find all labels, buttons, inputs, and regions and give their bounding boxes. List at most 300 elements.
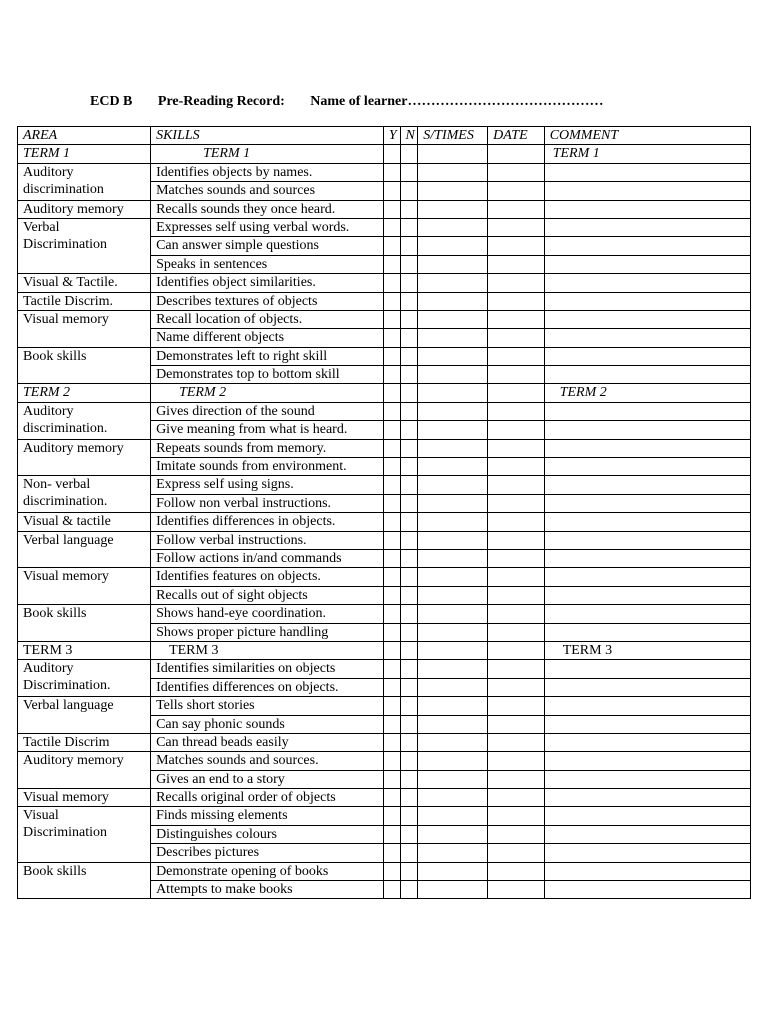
comment-cell[interactable]	[544, 862, 750, 880]
n-cell[interactable]	[400, 494, 418, 512]
n-cell[interactable]	[400, 347, 418, 365]
table-row	[18, 807, 751, 825]
comment-cell[interactable]	[544, 182, 750, 200]
n-cell[interactable]	[400, 862, 418, 880]
area-cell: Book skills	[18, 862, 151, 899]
comment-cell[interactable]	[544, 255, 750, 273]
skill-cell: Attempts to make books	[151, 881, 384, 899]
column-header-date: DATE	[488, 127, 545, 145]
n-cell[interactable]	[400, 274, 418, 292]
comment-cell[interactable]	[544, 881, 750, 899]
y-cell	[383, 641, 400, 659]
skill-cell: Can answer simple questions	[151, 237, 384, 255]
sometimes-cell[interactable]	[418, 237, 488, 255]
skill-cell: Follow actions in/and commands	[151, 549, 384, 567]
column-header-sometimes: S/TIMES	[418, 127, 488, 145]
n-cell[interactable]	[400, 182, 418, 200]
y-cell[interactable]	[383, 218, 400, 236]
comment-cell[interactable]	[544, 807, 750, 825]
y-cell[interactable]	[383, 163, 400, 181]
n-cell	[400, 145, 418, 163]
y-cell[interactable]	[383, 568, 400, 586]
sometimes-cell[interactable]	[418, 182, 488, 200]
comment-cell[interactable]	[544, 549, 750, 567]
sometimes-cell[interactable]	[418, 697, 488, 715]
comment-cell[interactable]	[544, 292, 750, 310]
n-cell[interactable]	[400, 752, 418, 770]
skill-cell: Describes pictures	[151, 844, 384, 862]
table-row	[18, 402, 751, 420]
y-cell[interactable]	[383, 605, 400, 623]
date-cell[interactable]	[488, 310, 545, 328]
comment-cell[interactable]	[544, 218, 750, 236]
n-cell[interactable]	[400, 568, 418, 586]
area-cell: Auditory memory	[18, 439, 151, 476]
comment-cell[interactable]	[544, 733, 750, 751]
term-area-label: TERM 3	[18, 641, 151, 659]
table-row	[18, 605, 751, 623]
n-cell[interactable]	[400, 770, 418, 788]
n-cell[interactable]	[400, 421, 418, 439]
y-cell[interactable]	[383, 366, 400, 384]
comment-cell[interactable]	[544, 678, 750, 696]
date-cell[interactable]	[488, 605, 545, 623]
table-row	[18, 218, 751, 236]
comment-cell[interactable]	[544, 421, 750, 439]
y-cell[interactable]	[383, 623, 400, 641]
y-cell[interactable]	[383, 881, 400, 899]
table-row	[18, 439, 751, 457]
sometimes-cell[interactable]	[418, 789, 488, 807]
skill-cell: Recall location of objects.	[151, 310, 384, 328]
n-cell[interactable]	[400, 310, 418, 328]
skill-cell: Identifies similarities on objects	[151, 660, 384, 678]
y-cell[interactable]	[383, 752, 400, 770]
comment-cell[interactable]	[544, 531, 750, 549]
comment-cell[interactable]	[544, 752, 750, 770]
y-cell[interactable]	[383, 770, 400, 788]
date-cell[interactable]	[488, 255, 545, 273]
date-cell[interactable]	[488, 568, 545, 586]
sometimes-cell[interactable]	[418, 347, 488, 365]
sometimes-cell[interactable]	[418, 770, 488, 788]
skill-cell: Recalls out of sight objects	[151, 586, 384, 604]
term-row	[18, 641, 751, 659]
date-cell[interactable]	[488, 586, 545, 604]
date-cell[interactable]	[488, 366, 545, 384]
column-header-skills: SKILLS	[151, 127, 384, 145]
sometimes-cell[interactable]	[418, 494, 488, 512]
date-cell	[488, 641, 545, 659]
date-cell[interactable]	[488, 660, 545, 678]
record-title: Pre-Reading Record:	[157, 94, 285, 109]
y-cell[interactable]	[383, 439, 400, 457]
table-row	[18, 163, 751, 181]
table-row	[18, 292, 751, 310]
sometimes-cell[interactable]	[418, 458, 488, 476]
date-cell[interactable]	[488, 421, 545, 439]
sometimes-cell	[418, 145, 488, 163]
table-row	[18, 568, 751, 586]
sometimes-cell[interactable]	[418, 200, 488, 218]
y-cell[interactable]	[383, 715, 400, 733]
table-row	[18, 862, 751, 880]
comment-cell[interactable]	[544, 329, 750, 347]
sometimes-cell[interactable]	[418, 881, 488, 899]
skill-cell: Describes textures of objects	[151, 292, 384, 310]
column-header-comment: COMMENT	[544, 127, 750, 145]
n-cell[interactable]	[400, 458, 418, 476]
table-row	[18, 200, 751, 218]
sometimes-cell[interactable]	[418, 292, 488, 310]
skill-cell: Follow non verbal instructions.	[151, 494, 384, 512]
skill-cell: Gives direction of the sound	[151, 402, 384, 420]
y-cell[interactable]	[383, 531, 400, 549]
sometimes-cell[interactable]	[418, 568, 488, 586]
comment-cell[interactable]	[544, 163, 750, 181]
date-cell[interactable]	[488, 218, 545, 236]
sometimes-cell[interactable]	[418, 218, 488, 236]
comment-cell[interactable]	[544, 494, 750, 512]
y-cell[interactable]	[383, 292, 400, 310]
n-cell[interactable]	[400, 163, 418, 181]
skill-cell: Can say phonic sounds	[151, 715, 384, 733]
y-cell[interactable]	[383, 237, 400, 255]
skill-cell: Express self using signs.	[151, 476, 384, 494]
y-cell[interactable]	[383, 549, 400, 567]
table-row	[18, 476, 751, 494]
table-header-row	[18, 127, 751, 145]
y-cell	[383, 384, 400, 402]
area-cell: Verbal language	[18, 531, 151, 568]
date-cell[interactable]	[488, 200, 545, 218]
n-cell[interactable]	[400, 623, 418, 641]
date-cell[interactable]	[488, 513, 545, 531]
area-cell: Visual memory	[18, 789, 151, 807]
skill-cell: Shows proper picture handling	[151, 623, 384, 641]
y-cell[interactable]	[383, 697, 400, 715]
area-cell: Visual memory	[18, 568, 151, 605]
n-cell[interactable]	[400, 605, 418, 623]
n-cell[interactable]	[400, 678, 418, 696]
comment-cell[interactable]	[544, 770, 750, 788]
n-cell[interactable]	[400, 513, 418, 531]
area-cell: Verbal language	[18, 697, 151, 734]
date-cell[interactable]	[488, 549, 545, 567]
date-cell[interactable]	[488, 678, 545, 696]
sometimes-cell[interactable]	[418, 531, 488, 549]
pre-reading-record-table	[17, 126, 751, 899]
date-cell[interactable]	[488, 163, 545, 181]
area-cell: Auditory discrimination	[18, 163, 151, 200]
y-cell[interactable]	[383, 844, 400, 862]
skill-cell: Recalls original order of objects	[151, 789, 384, 807]
sometimes-cell[interactable]	[418, 715, 488, 733]
y-cell[interactable]	[383, 200, 400, 218]
skill-cell: Follow verbal instructions.	[151, 531, 384, 549]
sometimes-cell[interactable]	[418, 586, 488, 604]
comment-cell[interactable]	[544, 310, 750, 328]
sometimes-cell[interactable]	[418, 329, 488, 347]
comment-cell[interactable]	[544, 347, 750, 365]
term-row	[18, 145, 751, 163]
date-cell	[488, 145, 545, 163]
table-row	[18, 733, 751, 751]
n-cell[interactable]	[400, 292, 418, 310]
y-cell[interactable]	[383, 807, 400, 825]
skill-cell: Can thread beads easily	[151, 733, 384, 751]
y-cell[interactable]	[383, 494, 400, 512]
y-cell[interactable]	[383, 347, 400, 365]
n-cell[interactable]	[400, 200, 418, 218]
comment-cell[interactable]	[544, 274, 750, 292]
sometimes-cell[interactable]	[418, 807, 488, 825]
date-cell[interactable]	[488, 476, 545, 494]
comment-cell[interactable]	[544, 844, 750, 862]
skill-cell: Identifies differences in objects.	[151, 513, 384, 531]
table-row	[18, 274, 751, 292]
comment-cell[interactable]	[544, 568, 750, 586]
sometimes-cell	[418, 384, 488, 402]
n-cell[interactable]	[400, 881, 418, 899]
sometimes-cell[interactable]	[418, 825, 488, 843]
sometimes-cell[interactable]	[418, 862, 488, 880]
y-cell[interactable]	[383, 586, 400, 604]
y-cell[interactable]	[383, 825, 400, 843]
date-cell[interactable]	[488, 494, 545, 512]
date-cell[interactable]	[488, 807, 545, 825]
n-cell	[400, 641, 418, 659]
term-skill-label: TERM 3	[151, 641, 384, 659]
area-cell: Auditory Discrimination.	[18, 660, 151, 697]
n-cell[interactable]	[400, 439, 418, 457]
n-cell[interactable]	[400, 715, 418, 733]
area-cell: Non- verbal discrimination.	[18, 476, 151, 513]
date-cell[interactable]	[488, 825, 545, 843]
table-row	[18, 310, 751, 328]
n-cell[interactable]	[400, 237, 418, 255]
y-cell[interactable]	[383, 862, 400, 880]
term-area-label: TERM 2	[18, 384, 151, 402]
date-cell[interactable]	[488, 439, 545, 457]
learner-name-field: Name of learner……………………………………	[310, 94, 604, 109]
n-cell[interactable]	[400, 531, 418, 549]
date-cell	[488, 384, 545, 402]
comment-cell[interactable]	[544, 715, 750, 733]
n-cell[interactable]	[400, 476, 418, 494]
term-area-label: TERM 1	[18, 145, 151, 163]
comment-cell[interactable]	[544, 402, 750, 420]
n-cell[interactable]	[400, 807, 418, 825]
skill-cell: Identifies objects by names.	[151, 163, 384, 181]
skill-cell: Demonstrate opening of books	[151, 862, 384, 880]
n-cell[interactable]	[400, 660, 418, 678]
area-cell: Book skills	[18, 605, 151, 642]
date-cell[interactable]	[488, 182, 545, 200]
date-cell[interactable]	[488, 329, 545, 347]
term-skill-label: TERM 1	[151, 145, 384, 163]
comment-cell[interactable]	[544, 660, 750, 678]
skill-cell: Tells short stories	[151, 697, 384, 715]
skill-cell: Demonstrates top to bottom skill	[151, 366, 384, 384]
comment-cell[interactable]	[544, 789, 750, 807]
y-cell[interactable]	[383, 789, 400, 807]
column-header-y: Y	[383, 127, 400, 145]
column-header-area: AREA	[18, 127, 151, 145]
skill-cell: Distinguishes colours	[151, 825, 384, 843]
table-row	[18, 513, 751, 531]
y-cell[interactable]	[383, 329, 400, 347]
date-cell[interactable]	[488, 458, 545, 476]
date-cell[interactable]	[488, 715, 545, 733]
n-cell[interactable]	[400, 825, 418, 843]
date-cell[interactable]	[488, 862, 545, 880]
date-cell[interactable]	[488, 623, 545, 641]
y-cell[interactable]	[383, 660, 400, 678]
y-cell[interactable]	[383, 421, 400, 439]
comment-cell[interactable]	[544, 200, 750, 218]
comment-cell[interactable]	[544, 697, 750, 715]
sometimes-cell[interactable]	[418, 421, 488, 439]
n-cell[interactable]	[400, 402, 418, 420]
sometimes-cell[interactable]	[418, 605, 488, 623]
comment-cell[interactable]	[544, 825, 750, 843]
column-header-n: N	[400, 127, 418, 145]
skill-cell: Demonstrates left to right skill	[151, 347, 384, 365]
comment-cell[interactable]	[544, 458, 750, 476]
date-cell[interactable]	[488, 531, 545, 549]
area-cell: Book skills	[18, 347, 151, 384]
comment-cell[interactable]	[544, 605, 750, 623]
y-cell[interactable]	[383, 458, 400, 476]
date-cell[interactable]	[488, 292, 545, 310]
skill-cell: Speaks in sentences	[151, 255, 384, 273]
area-cell: Visual & Tactile.	[18, 274, 151, 292]
skill-cell: Expresses self using verbal words.	[151, 218, 384, 236]
class-label: ECD B	[90, 94, 133, 109]
date-cell[interactable]	[488, 844, 545, 862]
comment-cell[interactable]	[544, 366, 750, 384]
skill-cell: Identifies object similarities.	[151, 274, 384, 292]
term-comment-label: TERM 1	[544, 145, 750, 163]
skill-cell: Imitate sounds from environment.	[151, 458, 384, 476]
area-cell: Auditory memory	[18, 200, 151, 218]
n-cell[interactable]	[400, 329, 418, 347]
sometimes-cell[interactable]	[418, 752, 488, 770]
n-cell[interactable]	[400, 697, 418, 715]
sometimes-cell[interactable]	[418, 476, 488, 494]
skill-cell: Identifies features on objects.	[151, 568, 384, 586]
sometimes-cell[interactable]	[418, 274, 488, 292]
sometimes-cell[interactable]	[418, 733, 488, 751]
date-cell[interactable]	[488, 733, 545, 751]
y-cell	[383, 145, 400, 163]
y-cell[interactable]	[383, 182, 400, 200]
comment-cell[interactable]	[544, 237, 750, 255]
page-header	[90, 94, 603, 110]
y-cell[interactable]	[383, 402, 400, 420]
n-cell[interactable]	[400, 255, 418, 273]
sometimes-cell[interactable]	[418, 513, 488, 531]
comment-cell[interactable]	[544, 586, 750, 604]
sometimes-cell[interactable]	[418, 310, 488, 328]
sometimes-cell[interactable]	[418, 660, 488, 678]
date-cell[interactable]	[488, 402, 545, 420]
area-cell: Visual & tactile	[18, 513, 151, 531]
date-cell[interactable]	[488, 274, 545, 292]
y-cell[interactable]	[383, 513, 400, 531]
y-cell[interactable]	[383, 310, 400, 328]
sometimes-cell[interactable]	[418, 623, 488, 641]
date-cell[interactable]	[488, 347, 545, 365]
comment-cell[interactable]	[544, 476, 750, 494]
skill-cell: Matches sounds and sources.	[151, 752, 384, 770]
date-cell[interactable]	[488, 237, 545, 255]
sometimes-cell[interactable]	[418, 163, 488, 181]
y-cell[interactable]	[383, 678, 400, 696]
sometimes-cell[interactable]	[418, 439, 488, 457]
area-cell: Auditory discrimination.	[18, 402, 151, 439]
comment-cell[interactable]	[544, 439, 750, 457]
record-body	[18, 145, 751, 899]
table-row	[18, 347, 751, 365]
date-cell[interactable]	[488, 697, 545, 715]
comment-cell[interactable]	[544, 513, 750, 531]
skill-cell: Identifies differences on objects.	[151, 678, 384, 696]
n-cell[interactable]	[400, 586, 418, 604]
sometimes-cell[interactable]	[418, 366, 488, 384]
table-row	[18, 531, 751, 549]
date-cell[interactable]	[488, 789, 545, 807]
n-cell[interactable]	[400, 733, 418, 751]
sometimes-cell[interactable]	[418, 402, 488, 420]
date-cell[interactable]	[488, 881, 545, 899]
area-cell: Verbal Discrimination	[18, 218, 151, 273]
table-row	[18, 697, 751, 715]
sometimes-cell[interactable]	[418, 549, 488, 567]
n-cell[interactable]	[400, 366, 418, 384]
skill-cell: Matches sounds and sources	[151, 182, 384, 200]
y-cell[interactable]	[383, 255, 400, 273]
n-cell[interactable]	[400, 549, 418, 567]
sometimes-cell[interactable]	[418, 255, 488, 273]
table-row	[18, 789, 751, 807]
term-row	[18, 384, 751, 402]
y-cell[interactable]	[383, 476, 400, 494]
sometimes-cell[interactable]	[418, 678, 488, 696]
table-row	[18, 752, 751, 770]
area-cell: Visual memory	[18, 310, 151, 347]
term-comment-label: TERM 2	[544, 384, 750, 402]
term-comment-label: TERM 3	[544, 641, 750, 659]
skill-cell: Repeats sounds from memory.	[151, 439, 384, 457]
skill-cell: Recalls sounds they once heard.	[151, 200, 384, 218]
sometimes-cell	[418, 641, 488, 659]
skill-cell: Shows hand-eye coordination.	[151, 605, 384, 623]
skill-cell: Give meaning from what is heard.	[151, 421, 384, 439]
n-cell[interactable]	[400, 844, 418, 862]
date-cell[interactable]	[488, 770, 545, 788]
y-cell[interactable]	[383, 733, 400, 751]
n-cell[interactable]	[400, 789, 418, 807]
n-cell[interactable]	[400, 218, 418, 236]
area-cell: Tactile Discrim	[18, 733, 151, 751]
sometimes-cell[interactable]	[418, 844, 488, 862]
comment-cell[interactable]	[544, 623, 750, 641]
area-cell: Tactile Discrim.	[18, 292, 151, 310]
date-cell[interactable]	[488, 752, 545, 770]
y-cell[interactable]	[383, 274, 400, 292]
